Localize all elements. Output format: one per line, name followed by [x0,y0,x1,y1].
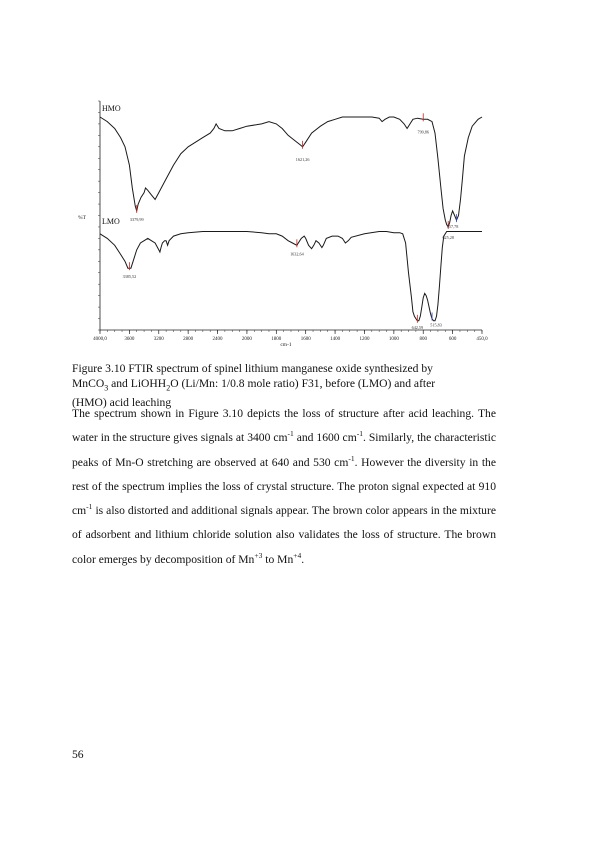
peak-label: 625,28 [442,234,454,240]
caption-line-3: (HMO) acid leaching [72,395,172,409]
peak-label: 1621,26 [295,156,310,162]
x-tick-label: 1600 [300,337,311,342]
x-tick-label: 1400 [330,337,341,342]
peak-label: 557,78 [446,224,459,230]
peak-markers [129,113,456,323]
caption-sub-2: 2 [166,382,171,392]
body-sup-4: -1 [86,502,93,512]
body-text-5: is also distorted and additional signals appear. The brown color appears in the mixture of adsorbent and lithium chloride solution also validates the loss of structure. The brown color emerges by decomposition of Mn [72,504,496,566]
page-number: 56 [72,748,84,761]
ftir-plot-svg [70,95,490,355]
x-tick-label: 1200 [359,337,370,342]
body-sup-2: -1 [356,429,363,439]
x-tick-label: 1000 [388,337,399,342]
x-tick-label: 800 [419,337,427,342]
peak-label: 642,59 [411,324,424,330]
x-axis-title: cm-1 [280,342,292,348]
x-tick-label: 4000,0 [93,337,107,342]
series-label-lmo: LMO [102,217,120,226]
chart-texts [78,104,458,348]
series-line-lmo [100,232,482,321]
body-sup-1: -1 [287,429,294,439]
x-tick-label: 2000 [241,337,252,342]
x-tick-label: 1800 [271,337,282,342]
series-label-hmo: HMO [102,104,121,113]
x-tick-label: 2800 [183,337,194,342]
body-text-4: . However the diversity in the rest of the spectrum implies the loss of crystal structure. The proton signal expected at 910 cm [72,455,496,518]
body-text-2: and 1600 cm [293,431,357,445]
caption-line-2a: MnCO [72,376,105,390]
x-axis-ticks [93,330,488,342]
x-tick-label: 3600 [124,337,135,342]
peak-label: 1632,64 [290,251,304,257]
caption-line-2b: and LiOHH [108,376,167,390]
x-tick-label: 2400 [212,337,223,342]
body-sup-3: -1 [348,453,355,463]
ftir-chart [70,95,490,355]
body-sup-6: +4 [293,550,302,560]
y-axis-title: %T [78,215,86,221]
body-text-7: . [301,552,305,566]
body-paragraph [72,402,496,572]
x-tick-label: 450,0 [476,337,488,342]
body-sup-5: +3 [254,550,263,560]
peak-label: 799,86 [417,129,429,135]
x-tick-label: 3200 [153,337,164,342]
peak-label: 3385,52 [122,274,137,280]
x-tick-label: 600 [448,337,457,342]
caption-line-2c: O (Li/Mn: 1/0.8 mole ratio) F31, before (LMO) and after [170,376,436,390]
body-text-6: to Mn [262,552,294,566]
caption-line-1: Figure 3.10 FTIR spectrum of spinel lithium manganese oxide synthesized by [72,362,433,375]
body-text-3: . Similarly, the characteristic peaks of Mn-O stretching are observed at 640 and 530 cm [72,431,496,469]
peak-label: 3379,99 [129,216,144,222]
peak-label: 515,83 [430,322,442,328]
body-text-1: The spectrum shown in Figure 3.10 depicts the loss of structure after acid leaching. The water in the structure gives signals at 3400 cm [72,407,496,445]
series-lines [100,117,482,321]
caption-sub-1: 3 [104,382,109,392]
